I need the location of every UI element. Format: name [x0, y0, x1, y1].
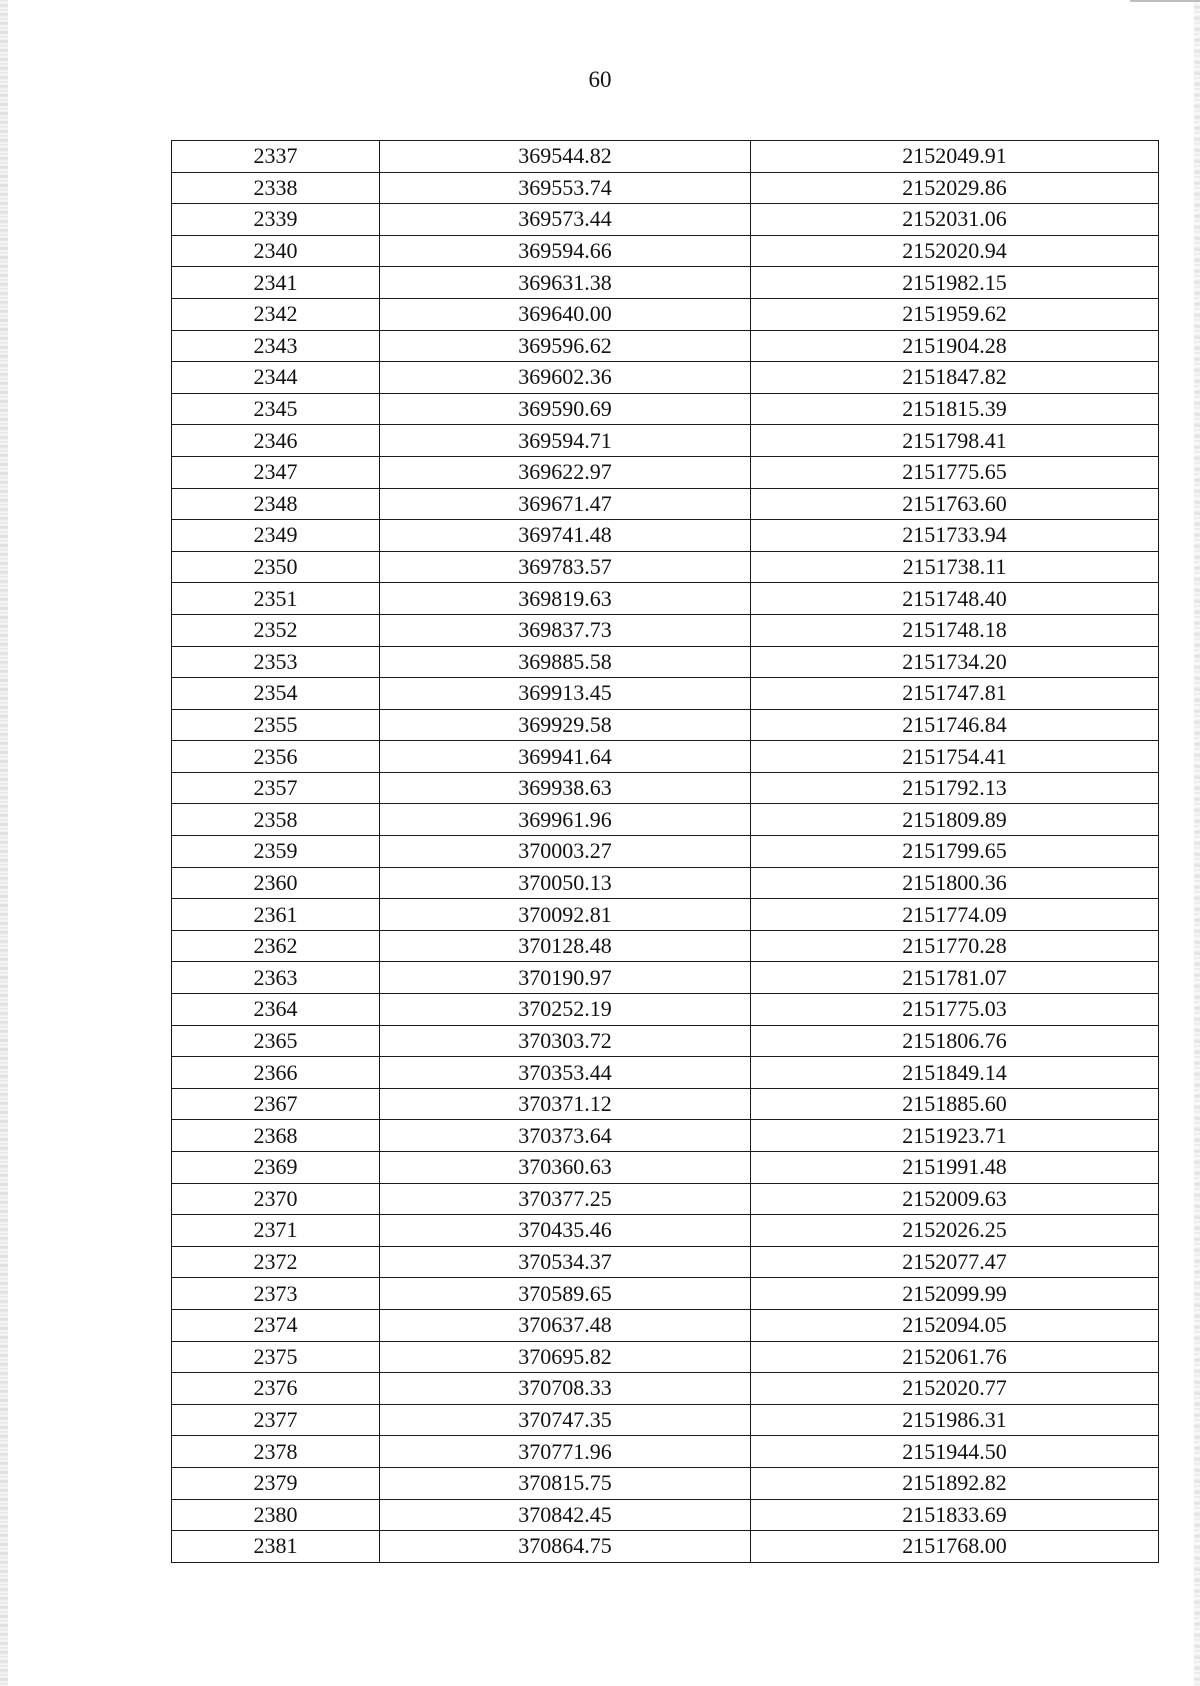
table-row: [172, 1088, 1159, 1120]
table-row: [172, 488, 1159, 520]
y-coordinate-cell: 2151733.94: [751, 520, 1159, 552]
point-number-cell: 2367: [172, 1088, 380, 1120]
point-number-cell: 2341: [172, 267, 380, 299]
x-coordinate-cell: 370747.35: [380, 1404, 751, 1436]
point-number-cell: 2352: [172, 614, 380, 646]
table-row: [172, 204, 1159, 236]
y-coordinate-cell: 2151734.20: [751, 646, 1159, 678]
x-coordinate-cell: 370092.81: [380, 899, 751, 931]
x-coordinate-cell: 369594.71: [380, 425, 751, 457]
coordinate-table-body: [172, 141, 1159, 1563]
y-coordinate-cell: 2152020.94: [751, 235, 1159, 267]
page-number: 60: [588, 67, 612, 92]
table-row: [172, 646, 1159, 678]
table-row: [172, 804, 1159, 836]
y-coordinate-cell: 2151747.81: [751, 678, 1159, 710]
point-number-cell: 2363: [172, 962, 380, 994]
table-row: [172, 1436, 1159, 1468]
point-number-cell: 2337: [172, 141, 380, 173]
x-coordinate-cell: 369885.58: [380, 646, 751, 678]
x-coordinate-cell: 370360.63: [380, 1152, 751, 1184]
point-number-cell: 2374: [172, 1309, 380, 1341]
x-coordinate-cell: 369783.57: [380, 551, 751, 583]
y-coordinate-cell: 2151847.82: [751, 362, 1159, 394]
table-row: [172, 1499, 1159, 1531]
y-coordinate-cell: 2151991.48: [751, 1152, 1159, 1184]
table-row: [172, 1057, 1159, 1089]
x-coordinate-cell: 369741.48: [380, 520, 751, 552]
x-coordinate-cell: 370252.19: [380, 994, 751, 1026]
top-rule: [1130, 0, 1200, 2]
y-coordinate-cell: 2152020.77: [751, 1373, 1159, 1405]
x-coordinate-cell: 370708.33: [380, 1373, 751, 1405]
table-row: [172, 930, 1159, 962]
y-coordinate-cell: 2152061.76: [751, 1341, 1159, 1373]
y-coordinate-cell: 2152029.86: [751, 172, 1159, 204]
x-coordinate-cell: 369671.47: [380, 488, 751, 520]
point-number-cell: 2350: [172, 551, 380, 583]
point-number-cell: 2349: [172, 520, 380, 552]
x-coordinate-cell: 370435.46: [380, 1215, 751, 1247]
x-coordinate-cell: 369913.45: [380, 678, 751, 710]
point-number-cell: 2347: [172, 456, 380, 488]
table-row: [172, 1467, 1159, 1499]
table-row: [172, 1309, 1159, 1341]
point-number-cell: 2354: [172, 678, 380, 710]
y-coordinate-cell: 2152049.91: [751, 141, 1159, 173]
point-number-cell: 2348: [172, 488, 380, 520]
scan-edge-left: [0, 0, 8, 1686]
point-number-cell: 2372: [172, 1246, 380, 1278]
y-coordinate-cell: 2151775.03: [751, 994, 1159, 1026]
y-coordinate-cell: 2151775.65: [751, 456, 1159, 488]
table-row: [172, 330, 1159, 362]
table-row: [172, 1215, 1159, 1247]
x-coordinate-cell: 370050.13: [380, 867, 751, 899]
point-number-cell: 2344: [172, 362, 380, 394]
point-number-cell: 2377: [172, 1404, 380, 1436]
table-row: [172, 1120, 1159, 1152]
y-coordinate-cell: 2151748.40: [751, 583, 1159, 615]
table-row: [172, 1373, 1159, 1405]
table-row: [172, 772, 1159, 804]
point-number-cell: 2360: [172, 867, 380, 899]
point-number-cell: 2375: [172, 1341, 380, 1373]
point-number-cell: 2369: [172, 1152, 380, 1184]
x-coordinate-cell: 369819.63: [380, 583, 751, 615]
table-row: [172, 520, 1159, 552]
point-number-cell: 2373: [172, 1278, 380, 1310]
point-number-cell: 2339: [172, 204, 380, 236]
table-row: [172, 456, 1159, 488]
table-row: [172, 551, 1159, 583]
x-coordinate-cell: 370695.82: [380, 1341, 751, 1373]
table-row: [172, 741, 1159, 773]
x-coordinate-cell: 370353.44: [380, 1057, 751, 1089]
x-coordinate-cell: 369941.64: [380, 741, 751, 773]
x-coordinate-cell: 370377.25: [380, 1183, 751, 1215]
table-row: [172, 267, 1159, 299]
x-coordinate-cell: 370190.97: [380, 962, 751, 994]
point-number-cell: 2381: [172, 1531, 380, 1563]
point-number-cell: 2356: [172, 741, 380, 773]
table-row: [172, 1404, 1159, 1436]
point-number-cell: 2361: [172, 899, 380, 931]
point-number-cell: 2376: [172, 1373, 380, 1405]
table-row: [172, 362, 1159, 394]
table-row: [172, 1183, 1159, 1215]
point-number-cell: 2380: [172, 1499, 380, 1531]
x-coordinate-cell: 369590.69: [380, 393, 751, 425]
point-number-cell: 2370: [172, 1183, 380, 1215]
x-coordinate-cell: 370589.65: [380, 1278, 751, 1310]
y-coordinate-cell: 2151815.39: [751, 393, 1159, 425]
y-coordinate-cell: 2151763.60: [751, 488, 1159, 520]
y-coordinate-cell: 2151798.41: [751, 425, 1159, 457]
table-row: [172, 141, 1159, 173]
y-coordinate-cell: 2151986.31: [751, 1404, 1159, 1436]
x-coordinate-cell: 369837.73: [380, 614, 751, 646]
point-number-cell: 2357: [172, 772, 380, 804]
y-coordinate-cell: 2151746.84: [751, 709, 1159, 741]
table-row: [172, 393, 1159, 425]
y-coordinate-cell: 2151885.60: [751, 1088, 1159, 1120]
x-coordinate-cell: 369929.58: [380, 709, 751, 741]
y-coordinate-cell: 2152099.99: [751, 1278, 1159, 1310]
point-number-cell: 2340: [172, 235, 380, 267]
y-coordinate-cell: 2151738.11: [751, 551, 1159, 583]
point-number-cell: 2366: [172, 1057, 380, 1089]
table-row: [172, 614, 1159, 646]
table-row: [172, 867, 1159, 899]
y-coordinate-cell: 2151748.18: [751, 614, 1159, 646]
x-coordinate-cell: 369938.63: [380, 772, 751, 804]
point-number-cell: 2355: [172, 709, 380, 741]
table-row: [172, 899, 1159, 931]
table-row: [172, 1152, 1159, 1184]
y-coordinate-cell: 2151754.41: [751, 741, 1159, 773]
y-coordinate-cell: 2151781.07: [751, 962, 1159, 994]
y-coordinate-cell: 2151799.65: [751, 836, 1159, 868]
x-coordinate-cell: 370637.48: [380, 1309, 751, 1341]
y-coordinate-cell: 2151982.15: [751, 267, 1159, 299]
x-coordinate-cell: 370771.96: [380, 1436, 751, 1468]
point-number-cell: 2351: [172, 583, 380, 615]
point-number-cell: 2378: [172, 1436, 380, 1468]
y-coordinate-cell: 2151806.76: [751, 1025, 1159, 1057]
table-row: [172, 1531, 1159, 1563]
x-coordinate-cell: 369602.36: [380, 362, 751, 394]
point-number-cell: 2342: [172, 298, 380, 330]
x-coordinate-cell: 369573.44: [380, 204, 751, 236]
point-number-cell: 2379: [172, 1467, 380, 1499]
table-row: [172, 1025, 1159, 1057]
table-row: [172, 172, 1159, 204]
x-coordinate-cell: 369553.74: [380, 172, 751, 204]
x-coordinate-cell: 370128.48: [380, 930, 751, 962]
table-row: [172, 298, 1159, 330]
y-coordinate-cell: 2151768.00: [751, 1531, 1159, 1563]
table-row: [172, 994, 1159, 1026]
y-coordinate-cell: 2151833.69: [751, 1499, 1159, 1531]
point-number-cell: 2358: [172, 804, 380, 836]
y-coordinate-cell: 2151800.36: [751, 867, 1159, 899]
x-coordinate-cell: 369622.97: [380, 456, 751, 488]
x-coordinate-cell: 370003.27: [380, 836, 751, 868]
coordinate-table: [171, 140, 1159, 1563]
point-number-cell: 2345: [172, 393, 380, 425]
point-number-cell: 2362: [172, 930, 380, 962]
y-coordinate-cell: 2151923.71: [751, 1120, 1159, 1152]
y-coordinate-cell: 2151944.50: [751, 1436, 1159, 1468]
x-coordinate-cell: 370815.75: [380, 1467, 751, 1499]
x-coordinate-cell: 370864.75: [380, 1531, 751, 1563]
y-coordinate-cell: 2152009.63: [751, 1183, 1159, 1215]
point-number-cell: 2359: [172, 836, 380, 868]
y-coordinate-cell: 2151849.14: [751, 1057, 1159, 1089]
y-coordinate-cell: 2152094.05: [751, 1309, 1159, 1341]
x-coordinate-cell: 369631.38: [380, 267, 751, 299]
x-coordinate-cell: 369544.82: [380, 141, 751, 173]
x-coordinate-cell: 370534.37: [380, 1246, 751, 1278]
point-number-cell: 2364: [172, 994, 380, 1026]
table-row: [172, 1278, 1159, 1310]
x-coordinate-cell: 370303.72: [380, 1025, 751, 1057]
y-coordinate-cell: 2152031.06: [751, 204, 1159, 236]
table-row: [172, 1341, 1159, 1373]
x-coordinate-cell: 370371.12: [380, 1088, 751, 1120]
point-number-cell: 2371: [172, 1215, 380, 1247]
table-row: [172, 678, 1159, 710]
y-coordinate-cell: 2151774.09: [751, 899, 1159, 931]
y-coordinate-cell: 2151809.89: [751, 804, 1159, 836]
y-coordinate-cell: 2151792.13: [751, 772, 1159, 804]
y-coordinate-cell: 2151904.28: [751, 330, 1159, 362]
x-coordinate-cell: 370842.45: [380, 1499, 751, 1531]
table-row: [172, 425, 1159, 457]
y-coordinate-cell: 2151959.62: [751, 298, 1159, 330]
x-coordinate-cell: 369594.66: [380, 235, 751, 267]
point-number-cell: 2368: [172, 1120, 380, 1152]
table-row: [172, 583, 1159, 615]
table-row: [172, 836, 1159, 868]
table-row: [172, 235, 1159, 267]
y-coordinate-cell: 2152026.25: [751, 1215, 1159, 1247]
y-coordinate-cell: 2151892.82: [751, 1467, 1159, 1499]
scan-edge-right: [1194, 0, 1200, 1686]
y-coordinate-cell: 2152077.47: [751, 1246, 1159, 1278]
x-coordinate-cell: 369640.00: [380, 298, 751, 330]
table-row: [172, 1246, 1159, 1278]
y-coordinate-cell: 2151770.28: [751, 930, 1159, 962]
point-number-cell: 2353: [172, 646, 380, 678]
x-coordinate-cell: 370373.64: [380, 1120, 751, 1152]
table-row: [172, 962, 1159, 994]
table-row: [172, 709, 1159, 741]
x-coordinate-cell: 369961.96: [380, 804, 751, 836]
point-number-cell: 2338: [172, 172, 380, 204]
point-number-cell: 2346: [172, 425, 380, 457]
point-number-cell: 2343: [172, 330, 380, 362]
x-coordinate-cell: 369596.62: [380, 330, 751, 362]
point-number-cell: 2365: [172, 1025, 380, 1057]
